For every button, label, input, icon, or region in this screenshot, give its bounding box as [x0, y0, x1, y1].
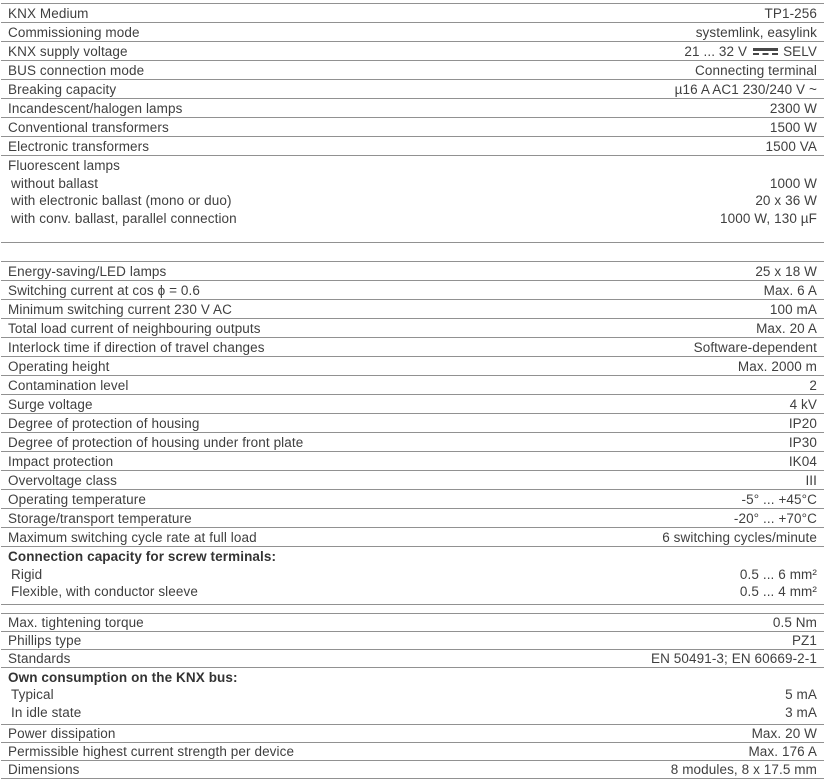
spec-section [1, 613, 824, 780]
spec-label: Max. tightening torque [8, 614, 144, 630]
spec-row [1, 261, 824, 280]
spec-label: Storage/transport temperature [8, 510, 192, 526]
spec-value: Max. 6 A [763, 282, 817, 298]
spec-value: IK04 [788, 453, 817, 469]
spec-row [1, 299, 824, 318]
spec-row [1, 98, 824, 117]
spec-value: PZ1 [791, 632, 817, 648]
spec-label: Permissible highest current strength per device [8, 744, 295, 759]
spec-value: 2 [809, 377, 817, 393]
spec-sub-row [8, 192, 817, 210]
spec-label: Flexible, with conductor sleeve [11, 584, 198, 600]
spec-sub-row [8, 686, 817, 704]
spec-row [1, 337, 824, 356]
spec-row [1, 742, 824, 760]
spec-label: Fluorescent lamps [8, 158, 120, 174]
spec-label: KNX supply voltage [8, 43, 128, 59]
spec-value: 6 switching cycles/minute [662, 529, 817, 545]
spec-label: Operating temperature [8, 491, 146, 507]
spec-value: Max. 2000 m [737, 358, 817, 374]
dc-solid-bar [753, 48, 778, 51]
spec-row [1, 760, 824, 778]
spec-label: Degree of protection of housing [8, 415, 200, 431]
spec-value: Software-dependent [693, 339, 817, 355]
spec-value: 20 x 36 W [755, 193, 817, 209]
dc-dashed-bar [753, 53, 778, 56]
spec-sub-row [8, 210, 817, 228]
spec-label: Dimensions [8, 762, 80, 777]
spec-label: Rigid [11, 566, 43, 582]
spec-label: Maximum switching cycle rate at full load [8, 529, 257, 545]
spec-row [1, 413, 824, 432]
spec-row [1, 117, 824, 136]
spec-label: Interlock time if direction of travel changes [8, 339, 265, 355]
spec-label: with electronic ballast (mono or duo) [11, 193, 232, 209]
spec-value: 8 modules, 8 x 17.5 mm [670, 762, 817, 777]
spec-label: Commissioning mode [8, 24, 140, 40]
spec-row [1, 649, 824, 667]
spec-value: TP1-256 [764, 5, 817, 21]
spec-group-header [8, 157, 817, 175]
spec-row [1, 280, 824, 299]
spec-value: Max. 176 A [748, 744, 817, 759]
spec-label: Surge voltage [8, 396, 93, 412]
spec-label: Electronic transformers [8, 138, 150, 154]
spec-row [1, 724, 824, 742]
spec-value: µ16 A AC1 230/240 V ~ [674, 81, 817, 97]
spec-group-row [1, 546, 824, 604]
spec-label: Switching current at cos ϕ = 0.6 [8, 282, 200, 298]
spec-sub-row [8, 583, 817, 601]
spec-row [1, 79, 824, 98]
spec-value: EN 50491-3; EN 60669-2-1 [650, 650, 817, 666]
spec-value: 1000 W, 130 µF [720, 210, 817, 226]
spec-value: 21 ... 32 V SELV [684, 43, 817, 59]
spec-value: -20° ... +70°C [733, 510, 817, 526]
spec-value: -5° ... +45°C [741, 491, 817, 507]
spec-label: Connection capacity for screw terminals: [8, 549, 277, 565]
spec-value: 2300 W [769, 100, 817, 116]
spec-label: Typical [11, 687, 54, 703]
spec-value: Max. 20 A [756, 320, 817, 336]
spec-value: 1500 VA [765, 138, 817, 154]
spec-label: Breaking capacity [8, 81, 117, 97]
spec-value: Max. 20 W [751, 726, 817, 741]
spec-group-header [8, 548, 817, 566]
spec-value: 1000 W [769, 175, 817, 191]
spec-value: 0.5 ... 4 mm² [739, 584, 817, 600]
spec-group-row [1, 667, 824, 725]
spec-row [1, 375, 824, 394]
spec-row [1, 22, 824, 41]
spec-value: 5 mA [785, 687, 817, 703]
spec-label: KNX Medium [8, 5, 89, 21]
spec-row [1, 356, 824, 375]
spec-row [1, 60, 824, 79]
spec-value: systemlink, easylink [695, 24, 817, 40]
spec-label: Power dissipation [8, 726, 116, 741]
spec-label: Contamination level [8, 377, 129, 393]
spec-label: Phillips type [8, 632, 82, 648]
spec-label: Conventional transformers [8, 119, 169, 135]
spec-label: Impact protection [8, 453, 114, 469]
spec-sub-row [8, 704, 817, 722]
spec-row [1, 631, 824, 649]
spec-value: 4 kV [789, 396, 817, 412]
spec-value: III [805, 472, 817, 488]
spec-label: Total load current of neighbouring outputs [8, 320, 261, 336]
spec-row [1, 432, 824, 451]
spec-group-row [1, 155, 824, 242]
spec-value: 25 x 18 W [755, 263, 817, 279]
spec-group-header [8, 669, 817, 687]
spec-label: Energy-saving/LED lamps [8, 263, 167, 279]
spec-sub-row [8, 566, 817, 584]
spec-row [1, 3, 824, 22]
spec-label: Own consumption on the KNX bus: [8, 669, 238, 685]
spec-row [1, 527, 824, 546]
spec-value: IP20 [788, 415, 817, 431]
spec-row [1, 451, 824, 470]
spec-label: Incandescent/halogen lamps [8, 100, 183, 116]
spec-row [1, 318, 824, 337]
spec-value: 1500 W [769, 119, 817, 135]
direct-current-icon [753, 48, 778, 55]
spec-row [1, 489, 824, 508]
spec-label: BUS connection mode [8, 62, 145, 78]
spec-value: 0.5 ... 6 mm² [739, 566, 817, 582]
spec-label: Overvoltage class [8, 472, 117, 488]
spec-label: with conv. ballast, parallel connection [11, 210, 237, 226]
spec-row [1, 613, 824, 631]
spec-row [1, 470, 824, 489]
spec-label: Operating height [8, 358, 110, 374]
spec-table [1, 0, 824, 779]
spec-row [1, 508, 824, 527]
spec-value: Connecting terminal [695, 62, 817, 78]
spec-label: Degree of protection of housing under front plate [8, 434, 304, 450]
spec-row [1, 41, 824, 60]
spec-sub-row [8, 175, 817, 193]
spec-label: Minimum switching current 230 V AC [8, 301, 232, 317]
spec-value: IP30 [788, 434, 817, 450]
spec-label: Standards [8, 650, 71, 666]
spec-value: 3 mA [785, 704, 817, 720]
spec-label: without ballast [11, 175, 99, 191]
spec-row [1, 136, 824, 155]
spec-section [1, 261, 824, 605]
spec-value: 100 mA [769, 301, 817, 317]
spec-section [1, 3, 824, 243]
spec-label: In idle state [11, 704, 82, 720]
spec-row [1, 394, 824, 413]
spec-value: 0.5 Nm [772, 614, 817, 630]
